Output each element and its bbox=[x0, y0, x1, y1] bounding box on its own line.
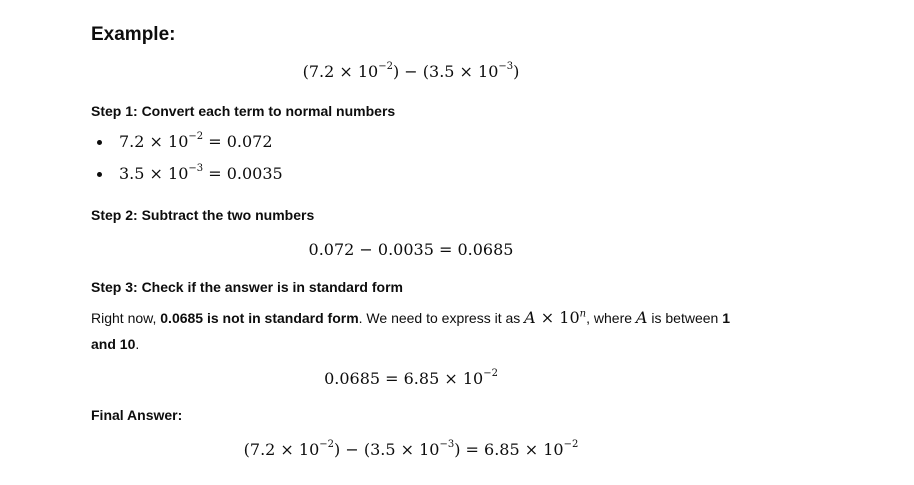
math-ten: 10 bbox=[559, 308, 580, 327]
final-equation bbox=[91, 440, 731, 459]
equation-left: 0.0685 = 6.85 × 10 bbox=[324, 369, 484, 388]
example-heading: Example: bbox=[91, 24, 176, 45]
step3-title: Step 3: Check if the answer is in standard form bbox=[91, 279, 403, 295]
expr-close: ) bbox=[513, 62, 520, 81]
math-var-a2: A bbox=[635, 308, 648, 327]
text-segment: . bbox=[135, 336, 140, 352]
item-exp: −2 bbox=[188, 130, 204, 142]
step3-explanation bbox=[91, 305, 751, 357]
list-item bbox=[91, 160, 283, 192]
final-title: Final Answer: bbox=[91, 407, 183, 423]
item-result: = 0.072 bbox=[203, 132, 273, 151]
item-result: = 0.0035 bbox=[203, 164, 283, 183]
list-item bbox=[91, 128, 283, 160]
math-var-a: A bbox=[524, 308, 536, 327]
example-expression bbox=[91, 62, 731, 81]
expr-part-b: ) − (3.5 × 10 bbox=[392, 62, 499, 81]
step1-title: Step 1: Convert each term to normal numbers bbox=[91, 103, 396, 119]
expr-part-a: (7.2 × 10 bbox=[302, 62, 379, 81]
item-base: 7.2 × 10 bbox=[119, 132, 189, 151]
text-segment: . We need to express it as bbox=[358, 310, 525, 326]
final-part1: (7.2 × 10 bbox=[243, 440, 320, 459]
equation-exp: −2 bbox=[483, 367, 498, 379]
final-exp1: −2 bbox=[319, 438, 335, 450]
text-segment: Right now, bbox=[91, 310, 161, 326]
text-segment: , where bbox=[586, 310, 636, 326]
step1-list bbox=[91, 128, 283, 192]
expr-exp-b: −3 bbox=[498, 60, 514, 72]
final-part2: ) − (3.5 × 10 bbox=[334, 440, 440, 459]
bold-range: 1 and 10 bbox=[91, 310, 730, 352]
bullet-icon bbox=[97, 140, 102, 145]
final-exp3: −2 bbox=[563, 438, 579, 450]
expr-exp-a: −2 bbox=[378, 60, 393, 72]
step2-equation: 0.072 − 0.0035 = 0.0685 bbox=[308, 240, 514, 259]
item-base: 3.5 × 10 bbox=[119, 164, 189, 183]
math-expression bbox=[524, 308, 586, 327]
math-exp-n: n bbox=[579, 308, 587, 320]
final-part3: ) = 6.85 × 10 bbox=[454, 440, 564, 459]
step2-title: Step 2: Subtract the two numbers bbox=[91, 207, 315, 223]
step3-equation bbox=[91, 369, 731, 388]
item-exp: −3 bbox=[188, 162, 204, 174]
bullet-icon bbox=[97, 172, 102, 177]
bold-segment: 0.0685 is not in standard form bbox=[160, 310, 359, 326]
final-exp2: −3 bbox=[439, 438, 455, 450]
math-times: × bbox=[535, 308, 560, 327]
text-segment: is between bbox=[647, 310, 723, 326]
